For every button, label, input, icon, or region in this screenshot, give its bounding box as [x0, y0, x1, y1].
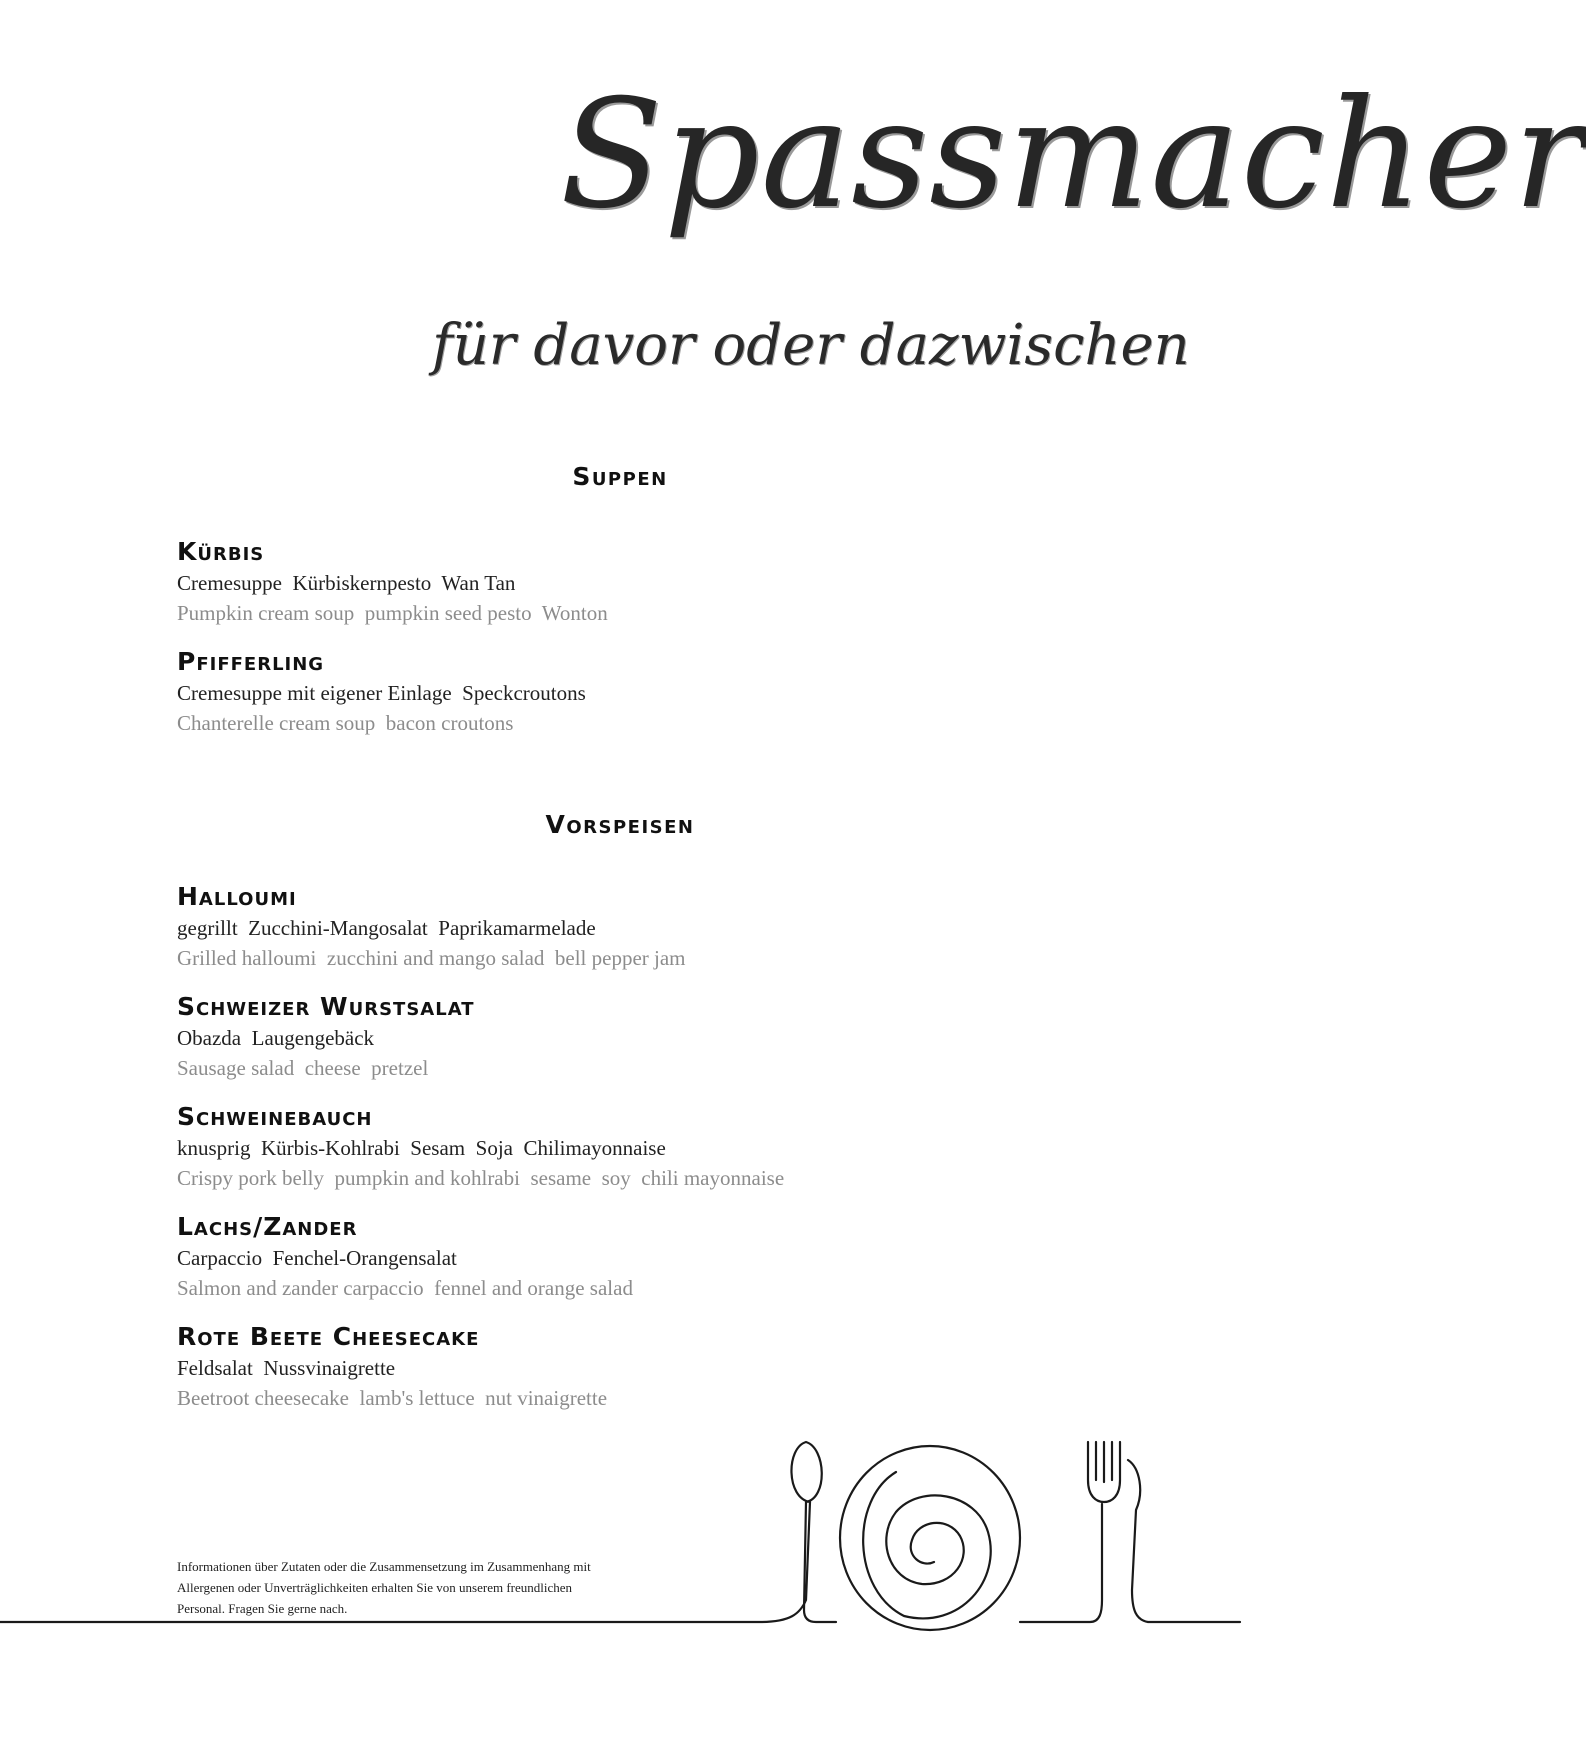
item-description-en: Pumpkin cream soup pumpkin seed pesto Wonton: [177, 601, 608, 625]
menu-item: [177, 1211, 1077, 1303]
menu-title: Spassmacher: [560, 68, 1586, 242]
item-name: Halloumi: [177, 882, 297, 911]
item-description-de: Obazda Laugengebäck: [177, 1026, 375, 1050]
knife-icon: [1128, 1460, 1240, 1622]
item-description-de: Carpaccio Fenchel-Orangensalat: [177, 1246, 457, 1270]
item-name: Kürbis: [177, 537, 265, 566]
item-name: Schweizer Wurstsalat: [177, 992, 475, 1021]
menu-subtitle: für davor oder dazwischen: [432, 313, 1190, 378]
plate-inner-icon: [863, 1472, 991, 1618]
item-description-de: knusprig Kürbis-Kohlrabi Sesam Soja Chilimayonnaise: [177, 1136, 666, 1160]
spoon-icon: [791, 1442, 836, 1622]
baseline-rule: [0, 1502, 810, 1622]
item-description-en: Crispy pork belly pumpkin and kohlrabi sesame soy chili mayonnaise: [177, 1166, 785, 1190]
item-name: Lachs/Zander: [177, 1212, 358, 1241]
item-description-de: Cremesuppe mit eigener Einlage Speckcroutons: [177, 681, 586, 705]
spoon-plate-fork-line-icon: [0, 1440, 1240, 1620]
item-description-en: Chanterelle cream soup bacon croutons: [177, 711, 514, 735]
section-heading-suppen: Suppen: [572, 462, 668, 491]
menu-item: [177, 1321, 1077, 1413]
menu-item: [177, 646, 1077, 738]
item-description-de: Cremesuppe Kürbiskernpesto Wan Tan: [177, 571, 516, 595]
menu-item: [177, 1101, 1077, 1193]
allergen-note-line: Allergenen oder Unverträglichkeiten erhalten Sie von unserem freundlichen: [177, 1580, 573, 1595]
item-description-de: gegrillt Zucchini-Mangosalat Paprikamarmelade: [177, 916, 596, 940]
item-description-en: Salmon and zander carpaccio fennel and orange salad: [177, 1276, 633, 1300]
item-description-de: Feldsalat Nussvinaigrette: [177, 1356, 396, 1380]
plate-outer-icon: [840, 1446, 1020, 1630]
fork-icon: [1088, 1442, 1120, 1502]
menu-item: [177, 881, 1077, 973]
item-name: Rote Beete Cheesecake: [177, 1322, 480, 1351]
item-name: Schweinebauch: [177, 1102, 373, 1131]
allergen-note-line: Personal. Fragen Sie gerne nach.: [177, 1601, 348, 1616]
menu-item: [177, 536, 1077, 628]
item-description-en: Beetroot cheesecake lamb's lettuce nut vinaigrette: [177, 1386, 608, 1410]
item-description-en: Grilled halloumi zucchini and mango salad bell pepper jam: [177, 946, 686, 970]
allergen-note-line: Informationen über Zutaten oder die Zusammensetzung im Zusammenhang mit: [177, 1559, 591, 1574]
menu-item: [177, 991, 1077, 1083]
item-name: Pfifferling: [177, 647, 325, 676]
item-description-en: Sausage salad cheese pretzel: [177, 1056, 429, 1080]
section-heading-vorspeisen: Vorspeisen: [545, 810, 695, 839]
